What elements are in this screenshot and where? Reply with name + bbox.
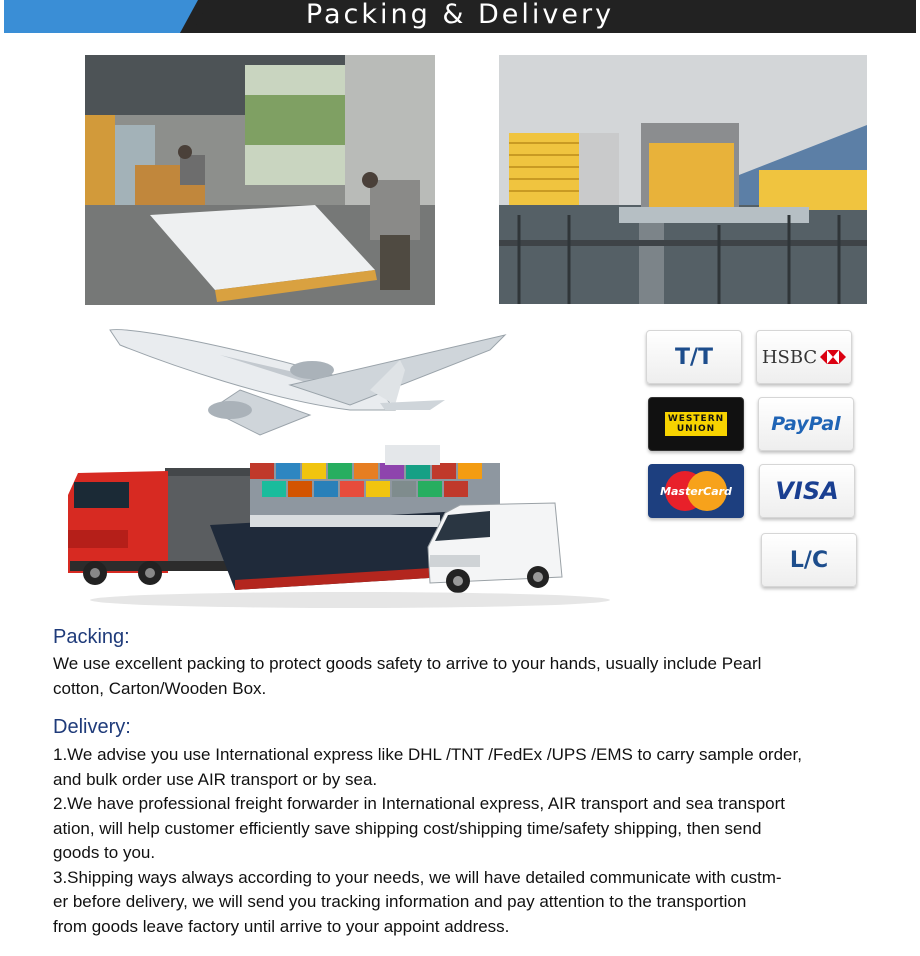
van-icon: [428, 503, 562, 593]
delivery-line: 1.We advise you use International express like DHL /TNT /FedEx /UPS /EMS to carry sample order,: [53, 745, 802, 764]
delivery-line: goods to you.: [53, 843, 156, 862]
payment-paypal-badge: [758, 397, 854, 451]
payment-lc-label: L/C: [789, 547, 829, 573]
packing-text: [53, 652, 873, 701]
payment-visa-badge: [759, 464, 855, 518]
delivery-line: 3.Shipping ways always according to your needs, we will have detailed communicate with custm-: [53, 867, 782, 887]
airplane-icon: [110, 330, 505, 435]
delivery-line: from goods leave factory until arrive to your appoint address.: [53, 916, 510, 936]
western-union-line-2: UNION: [676, 424, 716, 434]
payment-tt-label: T/T: [674, 344, 714, 370]
payment-tt-badge: [646, 330, 742, 384]
payment-western-union-badge: [648, 397, 744, 451]
delivery-line: 2.We have professional freight forwarder in International express, AIR transport and sea transport: [53, 794, 786, 813]
delivery-line: ation, will help customer efficiently save shipping cost/shipping time/safety shipping, then send: [53, 818, 762, 838]
container-loading-photo: [499, 55, 867, 304]
western-union-logo: [665, 412, 727, 436]
delivery-line: and bulk order use AIR transport or by sea.: [53, 769, 378, 789]
mastercard-label: MasterCard: [660, 485, 732, 498]
packing-line: We use excellent packing to protect goods safety to arrive to your hands, usually include Pearl: [53, 654, 762, 673]
mastercard-logo: [658, 468, 734, 514]
delivery-heading: Delivery:: [53, 716, 131, 738]
hsbc-hexagon-icon: [820, 350, 846, 364]
payment-paypal-label: PayPal: [771, 413, 841, 435]
payment-visa-label: VISA: [775, 477, 839, 505]
payment-hsbc-badge: [756, 330, 852, 384]
delivery-text: [53, 743, 873, 939]
transport-illustration: [50, 315, 610, 615]
payment-lc-badge: [761, 533, 857, 587]
factory-packing-photo: [85, 55, 435, 305]
packing-line: cotton, Carton/Wooden Box.: [53, 678, 267, 698]
payment-hsbc-label: HSBC: [761, 346, 818, 368]
western-union-line-1: WESTERN: [667, 414, 725, 424]
delivery-line: er before delivery, we will send you tracking information and pay attention to the transportion: [53, 892, 747, 911]
payment-mastercard-badge: [648, 464, 744, 518]
packing-heading: Packing:: [53, 626, 130, 648]
header-banner: [4, 0, 916, 33]
page-title: Packing & Delivery: [305, 0, 615, 30]
